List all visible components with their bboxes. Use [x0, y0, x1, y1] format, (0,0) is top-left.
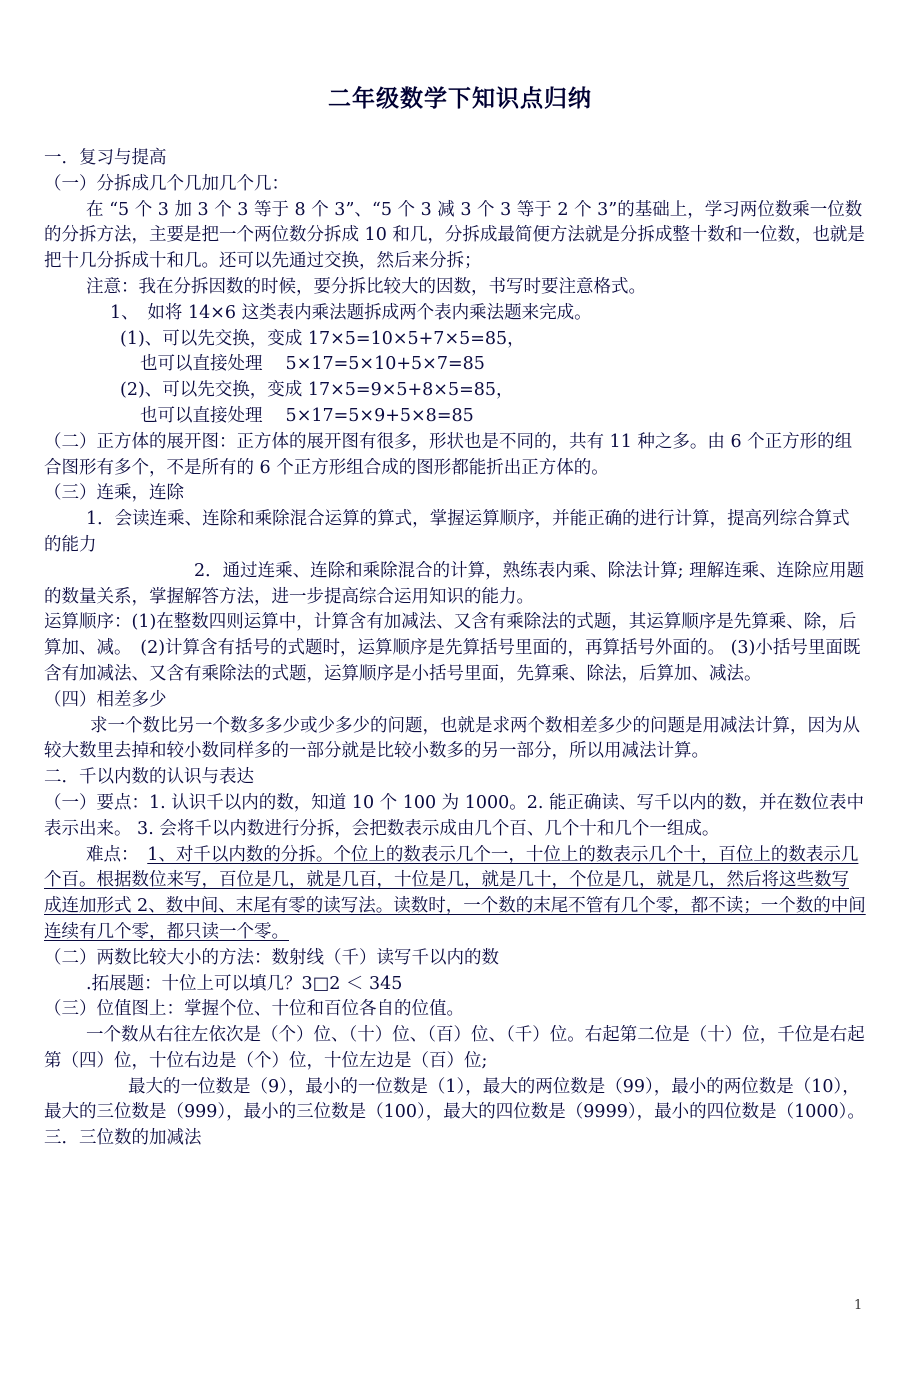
example-line: (2)、可以先交换，变成 17×5=9×5+8×5=85， — [120, 380, 514, 401]
difficulty-text: 1、对千以内数的分拆。个位上的数表示几个一，十位上的数表示几个十，百位上的数表示几个百。根据数位来写，百位是几，就是几百，十位是几，就是几十，个位是几，就是几，然后将这些数写成连加形式 2、数中间、末尾有零的读写法。读数时，一个数的末尾不管有几个零，都不读；一个数的中间连续有几个零，都只读一个零。 — [44, 844, 866, 942]
example-line: 也可以直接处理 5×17=5×10+5×7=85 — [140, 354, 485, 375]
subsection-heading: （三）连乘，连除 — [44, 483, 184, 504]
paragraph: （一）要点：1. 认识千以内的数，知道 10 个 100 为 1000。2. 能正确读、写千以内的数，并在数位表中表示出来。 3. 会将千以内数进行分拆，会把数表示成由几个百、几个十和几个一组成。 — [44, 792, 865, 839]
subsection-heading: （二）两数比较大小的方法：数射线（千）读写千以内的数 — [44, 947, 499, 968]
section-heading-1: 一．复习与提高 — [44, 148, 167, 168]
paragraph: 运算顺序：(1)在整数四则运算中，计算含有加减法、又含有乘除法的式题，其运算顺序是先算乘、除，后算加、减。 (2)计算含有括号的式题时，运算顺序是先算括号里面的，再算括号外面的。 (3)小括号里面既含有加减法、又含有乘除法的式题，运算顺序是小括号里面，先算乘、除法，后算加、减法。 — [44, 612, 861, 684]
list-item: 1、 如将 14×6 这类表内乘法题拆成两个表内乘法题来完成。 — [110, 302, 592, 323]
example-line: (1)、可以先交换，变成 17×5=10×5+7×5=85， — [120, 328, 525, 349]
subsection-heading: （三）位值图上：掌握个位、十位和百位各自的位值。 — [44, 999, 464, 1020]
paragraph: 1．会读连乘、连除和乘除混合运算的算式，掌握运算顺序，并能正确的进行计算，提高列综合算式的能力 — [44, 509, 850, 555]
section-heading-3: 三．三位数的加减法 — [44, 1128, 202, 1149]
example-line: 也可以直接处理 5×17=5×9+5×8=85 — [140, 405, 474, 426]
difficulty-paragraph — [44, 843, 866, 946]
paragraph: 在 “5 个 3 加 3 个 3 等于 8 个 3”、“5 个 3 减 3 个 3 等于 2 个 3”的基础上，学习两位数乘一位数的分拆方法，主要是把一个两位数分拆成 10 和几，分拆成最简便方法就是分拆成整十数和一位数，也就是把十几分拆成十和几。还可以先通过交换，然后来分拆； — [44, 199, 865, 272]
paragraph: 最大的一位数是（9），最小的一位数是（1），最大的两位数是（99），最小的两位数是（10），最大的三位数是（999），最小的三位数是（100），最大的四位数是（9999），最小的四位数是（1000）。 — [44, 1076, 865, 1123]
page-number: 1 — [854, 1298, 863, 1313]
paragraph: 2．通过连乘、连除和乘除混合的计算，熟练表内乘、除法计算; 理解连乘、连除应用题的数量关系，掌握解答方法，进一步提高综合运用知识的能力。 — [44, 560, 865, 607]
section-heading-2: 二．千以内数的认识与表达 — [44, 767, 254, 788]
note-paragraph: 注意：我在分拆因数的时候，要分拆比较大的因数，书写时要注意格式。 — [86, 276, 646, 297]
subsection-heading: （一）分拆成几个几加几个几： — [44, 173, 289, 194]
subsection-heading: （四）相差多少 — [44, 689, 167, 710]
document-title: 二年级数学下知识点归纳 — [328, 86, 592, 112]
paragraph: 求一个数比另一个数多多少或少多少的问题，也就是求两个数相差多少的问题是用减法计算，因为从较大数里去掉和较小数同样多的一部分就是比较小数多的另一部分，所以用减法计算。 — [44, 715, 860, 762]
paragraph: 一个数从右往左依次是（个）位、（十）位、（百）位、（千）位。右起第二位是（十）位，千位是右起第（四）位，十位右边是（个）位，十位左边是（百）位; — [44, 1025, 865, 1071]
difficulty-label: 难点： — [86, 844, 148, 865]
paragraph: （二）正方体的展开图：正方体的展开图有很多，形状也是不同的，共有 11 种之多。由 6 个正方形的组合图形有多个，不是所有的 6 个正方形组合成的图形都能折出正方体的。 — [44, 431, 853, 478]
document-body — [44, 146, 866, 1152]
extension-question: .拓展题：十位上可以填几？3□2 ＜ 345 — [86, 973, 403, 994]
